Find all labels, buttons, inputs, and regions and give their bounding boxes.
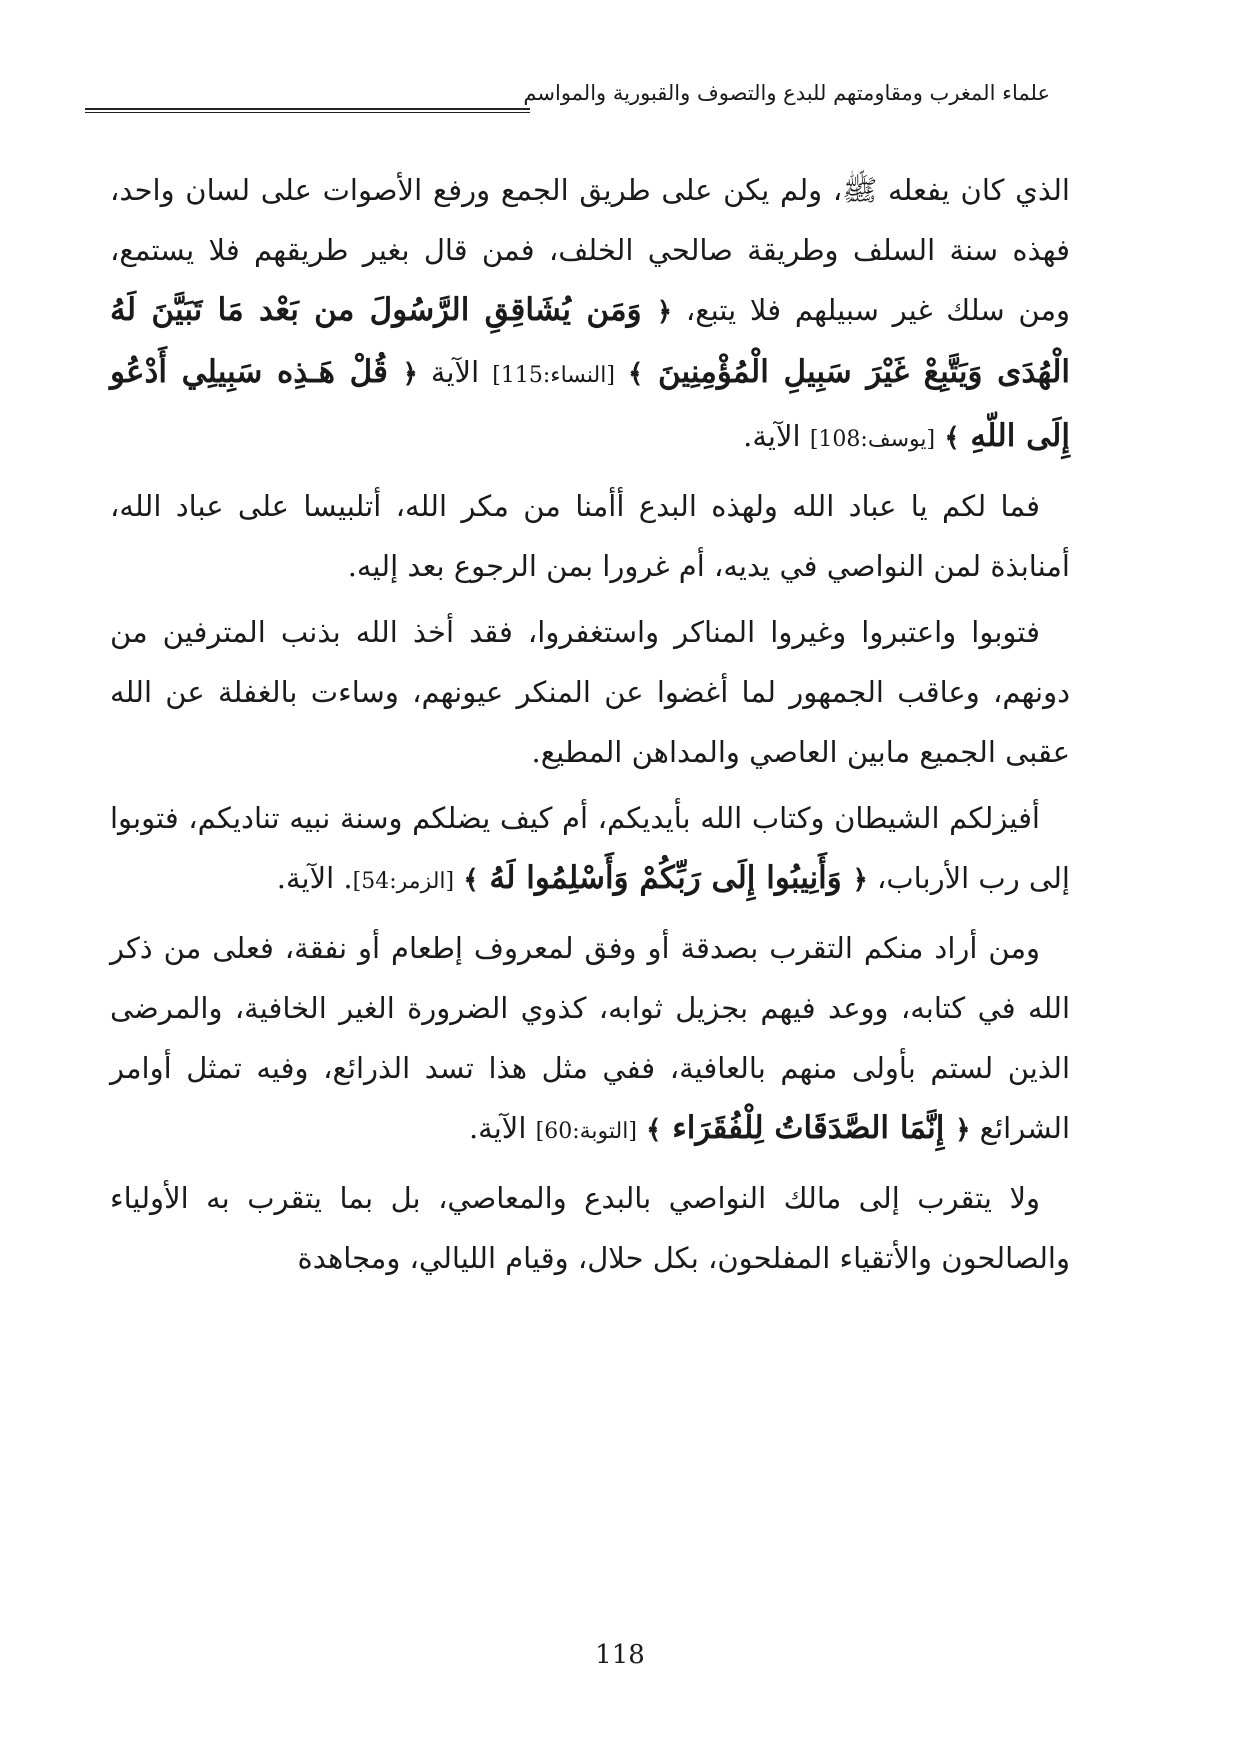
quran-verse-nisa-text: وَمَن يُشَاقِقِ الرَّسُولَ من بَعْد مَا تَبَيَّنَ لَهُ الْهُدَى وَيَتَّبِعْ غَيْرَ سَبِيلِ الْمُؤْمِنِينَ <box>110 292 1071 390</box>
verse-reference-zumar: [الزمر:54] <box>352 869 455 894</box>
quran-verse-tawba-text: إِنَّمَا الصَّدَقَاتُ لِلْفُقَرَاء <box>672 1110 945 1146</box>
body-text <box>110 160 1070 1294</box>
header-rule <box>85 108 530 113</box>
paragraph-1-text-a: الذي كان يفعله ﷺ، ولم يكن على طريق الجمع ورفع الأصوات على لسان واحد، فهذه سنة السلف وطريقة صالحي الخلف، فمن قال بغير طريقهم فلا يستمع، ومن سلك غير سبيلهم فلا يتبع، <box>110 173 1070 327</box>
ornate-bracket-close: ﴾ <box>646 1115 662 1145</box>
quran-verse-yusuf-text: قُلْ هَـذِه سَبِيلِي أَدْعُو إِلَى اللّهِ <box>110 354 1070 454</box>
ornate-bracket-open: ﴿ <box>852 865 868 895</box>
ornate-bracket-open: ﴿ <box>955 1115 971 1145</box>
running-header: علماء المغرب ومقاومتهم للبدع والتصوف والقبورية والمواسم <box>523 81 1050 105</box>
quran-verse-tawba <box>646 1110 970 1146</box>
paragraph-4 <box>110 788 1070 912</box>
quran-verse-zumar-text: وَأَنِيبُوا إِلَى رَبِّكُمْ وَأَسْلِمُوا لَهُ <box>489 860 842 896</box>
verse-reference-nisa: [النساء:115] <box>492 363 615 388</box>
ornate-bracket-open: ﴿ <box>402 359 418 389</box>
paragraph-1-text-b: الآية <box>417 355 493 389</box>
paragraph-2: فما لكم يا عباد الله ولهذه البدع أأمنا من مكر الله، أتلبيسا على عباد الله، أمنابذة لمن النواصي في يديه، أم غرورا بمن الرجوع بعد إليه. <box>110 489 1070 583</box>
quran-verse-zumar <box>463 860 867 896</box>
ornate-bracket-open: ﴿ <box>656 297 673 327</box>
page-number: 118 <box>595 1640 645 1670</box>
verse-reference-yusuf: [يوسف:108] <box>809 427 936 452</box>
paragraph-4-text-b: . الآية. <box>276 861 353 895</box>
paragraph-5 <box>110 918 1070 1162</box>
ornate-bracket-close: ﴾ <box>463 865 479 895</box>
paragraph-5-text-a: ومن أراد منكم التقرب بصدقة أو وفق لمعروف إطعام أو نفقة، فعلى من ذكر الله في كتابه، ووعد فيهم بجزيل ثوابه، كذوي الضرورة الغير الخافية، والمرضى الذين لستم بأولى منهم بالعافية، ففي مثل هذا تسد الذرائع، وفيه تمثل أوامر الشرائع <box>110 931 1070 1145</box>
ornate-bracket-close: ﴾ <box>628 359 644 389</box>
ornate-bracket-close: ﴾ <box>944 423 960 453</box>
paragraph-3: فتوبوا واعتبروا وغيروا المناكر واستغفروا، فقد أخذ الله بذنب المترفين من دونهم، وعاقب الجمهور لما أغضوا عن المنكر عيونهم، وساءت بالغفلة عن الله عقبى الجميع مابين العاصي والمداهن المطيع. <box>110 615 1070 769</box>
paragraph-4-text-a: أفيزلكم الشيطان وكتاب الله بأيديكم، أم كيف يضلكم وسنة نبيه تناديكم، فتوبوا إلى رب الأرباب، <box>110 801 1070 895</box>
paragraph-1-text-c: الآية. <box>743 419 810 453</box>
paragraph-5-text-b: الآية. <box>468 1111 536 1145</box>
verse-reference-tawba: [التوبة:60] <box>535 1119 637 1144</box>
paragraph-1 <box>110 160 1070 470</box>
paragraph-6: ولا يتقرب إلى مالك النواصي بالبدع والمعاصي، بل بما يتقرب به الأولياء والصالحون والأتقياء المفلحون، بكل حلال، وقيام الليالي، ومجاهدة <box>110 1181 1070 1275</box>
